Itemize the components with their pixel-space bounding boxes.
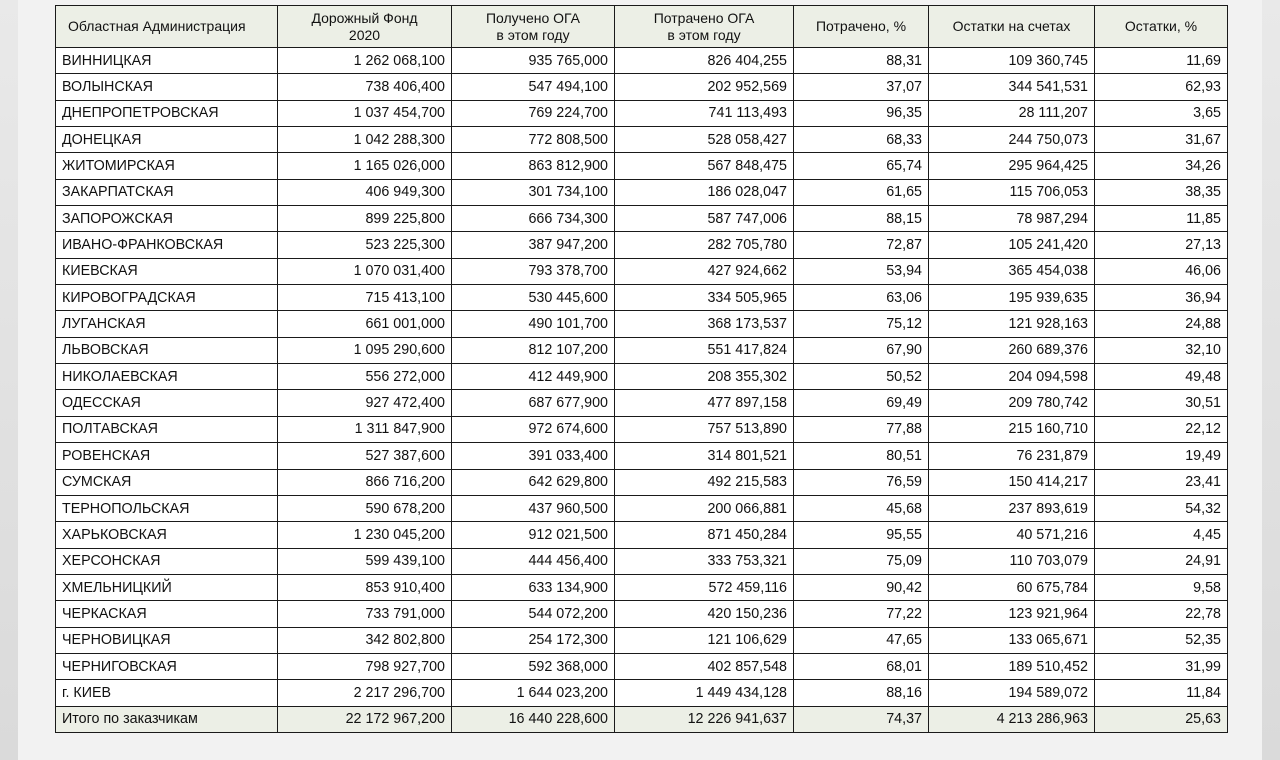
cell-balance: 215 160,710 — [929, 416, 1095, 442]
cell-balance: 150 414,217 — [929, 469, 1095, 495]
cell-region-name: ЛУГАНСКАЯ — [56, 311, 278, 337]
table-row — [56, 653, 1228, 679]
cell-road-fund: 798 927,700 — [278, 653, 452, 679]
total-region-name: Итого по заказчикам — [56, 706, 278, 732]
cell-spent: 587 747,006 — [615, 206, 794, 232]
cell-spent: 420 150,236 — [615, 601, 794, 627]
cell-balance: 260 689,376 — [929, 337, 1095, 363]
cell-balance-pct: 19,49 — [1095, 443, 1228, 469]
cell-region-name: ХМЕЛЬНИЦКИЙ — [56, 574, 278, 600]
cell-spent-pct: 88,16 — [794, 680, 929, 706]
cell-balance: 105 241,420 — [929, 232, 1095, 258]
header-row — [56, 6, 1228, 48]
cell-spent-pct: 65,74 — [794, 153, 929, 179]
cell-balance: 76 231,879 — [929, 443, 1095, 469]
cell-balance-pct: 22,78 — [1095, 601, 1228, 627]
right-edge — [1262, 0, 1280, 760]
cell-spent: 567 848,475 — [615, 153, 794, 179]
table-row — [56, 364, 1228, 390]
total-balance: 4 213 286,963 — [929, 706, 1095, 732]
total-spent-pct: 74,37 — [794, 706, 929, 732]
cell-received: 412 449,900 — [452, 364, 615, 390]
cell-balance: 78 987,294 — [929, 206, 1095, 232]
cell-road-fund: 899 225,800 — [278, 206, 452, 232]
cell-balance-pct: 27,13 — [1095, 232, 1228, 258]
cell-spent: 826 404,255 — [615, 48, 794, 74]
cell-spent: 282 705,780 — [615, 232, 794, 258]
cell-spent-pct: 90,42 — [794, 574, 929, 600]
cell-region-name: НИКОЛАЕВСКАЯ — [56, 364, 278, 390]
cell-road-fund: 1 070 031,400 — [278, 258, 452, 284]
cell-spent: 402 857,548 — [615, 653, 794, 679]
cell-balance: 123 921,964 — [929, 601, 1095, 627]
cell-balance: 204 094,598 — [929, 364, 1095, 390]
cell-road-fund: 1 042 288,300 — [278, 127, 452, 153]
cell-spent: 202 952,569 — [615, 74, 794, 100]
cell-spent-pct: 63,06 — [794, 285, 929, 311]
cell-balance-pct: 4,45 — [1095, 522, 1228, 548]
cell-spent: 314 801,521 — [615, 443, 794, 469]
cell-balance-pct: 24,88 — [1095, 311, 1228, 337]
header-received: Получено ОГА в этом году — [452, 6, 615, 48]
table-row — [56, 469, 1228, 495]
cell-spent-pct: 50,52 — [794, 364, 929, 390]
cell-region-name: ЧЕРНИГОВСКАЯ — [56, 653, 278, 679]
cell-received: 387 947,200 — [452, 232, 615, 258]
cell-balance-pct: 23,41 — [1095, 469, 1228, 495]
table-row — [56, 100, 1228, 126]
total-balance-pct: 25,63 — [1095, 706, 1228, 732]
cell-balance-pct: 31,67 — [1095, 127, 1228, 153]
cell-road-fund: 1 037 454,700 — [278, 100, 452, 126]
cell-received: 1 644 023,200 — [452, 680, 615, 706]
cell-spent: 1 449 434,128 — [615, 680, 794, 706]
cell-spent-pct: 77,88 — [794, 416, 929, 442]
cell-balance: 344 541,531 — [929, 74, 1095, 100]
cell-spent: 200 066,881 — [615, 495, 794, 521]
cell-road-fund: 853 910,400 — [278, 574, 452, 600]
cell-spent-pct: 72,87 — [794, 232, 929, 258]
cell-road-fund: 599 439,100 — [278, 548, 452, 574]
cell-spent-pct: 75,12 — [794, 311, 929, 337]
cell-balance: 121 928,163 — [929, 311, 1095, 337]
total-received: 16 440 228,600 — [452, 706, 615, 732]
cell-region-name: ЗАПОРОЖСКАЯ — [56, 206, 278, 232]
cell-region-name: ЗАКАРПАТСКАЯ — [56, 179, 278, 205]
cell-balance: 209 780,742 — [929, 390, 1095, 416]
cell-balance-pct: 3,65 — [1095, 100, 1228, 126]
table-row — [56, 416, 1228, 442]
cell-balance-pct: 34,26 — [1095, 153, 1228, 179]
table-row — [56, 258, 1228, 284]
cell-road-fund: 590 678,200 — [278, 495, 452, 521]
cell-spent: 551 417,824 — [615, 337, 794, 363]
cell-road-fund: 2 217 296,700 — [278, 680, 452, 706]
table-row — [56, 680, 1228, 706]
table-row — [56, 337, 1228, 363]
table-row — [56, 443, 1228, 469]
cell-balance-pct: 36,94 — [1095, 285, 1228, 311]
cell-received: 812 107,200 — [452, 337, 615, 363]
cell-spent-pct: 68,01 — [794, 653, 929, 679]
cell-spent: 741 113,493 — [615, 100, 794, 126]
cell-road-fund: 661 001,000 — [278, 311, 452, 337]
cell-balance: 237 893,619 — [929, 495, 1095, 521]
cell-received: 544 072,200 — [452, 601, 615, 627]
cell-spent-pct: 37,07 — [794, 74, 929, 100]
cell-road-fund: 1 230 045,200 — [278, 522, 452, 548]
header-balance: Остатки на счетах — [929, 6, 1095, 48]
cell-balance-pct: 54,32 — [1095, 495, 1228, 521]
cell-region-name: КИРОВОГРАДСКАЯ — [56, 285, 278, 311]
cell-region-name: ЧЕРКАСКАЯ — [56, 601, 278, 627]
cell-spent-pct: 45,68 — [794, 495, 929, 521]
cell-region-name: ХАРЬКОВСКАЯ — [56, 522, 278, 548]
cell-received: 772 808,500 — [452, 127, 615, 153]
cell-spent-pct: 76,59 — [794, 469, 929, 495]
cell-road-fund: 556 272,000 — [278, 364, 452, 390]
table-row — [56, 127, 1228, 153]
cell-received: 687 677,900 — [452, 390, 615, 416]
header-region: Областная Администрация — [56, 6, 278, 48]
total-spent: 12 226 941,637 — [615, 706, 794, 732]
cell-road-fund: 527 387,600 — [278, 443, 452, 469]
cell-balance-pct: 62,93 — [1095, 74, 1228, 100]
cell-balance-pct: 32,10 — [1095, 337, 1228, 363]
cell-balance-pct: 11,69 — [1095, 48, 1228, 74]
total-road-fund: 22 172 967,200 — [278, 706, 452, 732]
cell-received: 444 456,400 — [452, 548, 615, 574]
cell-balance-pct: 11,85 — [1095, 206, 1228, 232]
cell-spent: 871 450,284 — [615, 522, 794, 548]
cell-spent-pct: 47,65 — [794, 627, 929, 653]
cell-spent: 477 897,158 — [615, 390, 794, 416]
table-row — [56, 74, 1228, 100]
cell-received: 490 101,700 — [452, 311, 615, 337]
cell-region-name: КИЕВСКАЯ — [56, 258, 278, 284]
cell-spent: 334 505,965 — [615, 285, 794, 311]
cell-balance-pct: 22,12 — [1095, 416, 1228, 442]
cell-balance: 133 065,671 — [929, 627, 1095, 653]
cell-region-name: СУМСКАЯ — [56, 469, 278, 495]
cell-spent-pct: 88,15 — [794, 206, 929, 232]
cell-spent: 572 459,116 — [615, 574, 794, 600]
cell-received: 912 021,500 — [452, 522, 615, 548]
cell-received: 254 172,300 — [452, 627, 615, 653]
table-row — [56, 601, 1228, 627]
cell-balance-pct: 31,99 — [1095, 653, 1228, 679]
cell-spent: 333 753,321 — [615, 548, 794, 574]
cell-region-name: ЧЕРНОВИЦКАЯ — [56, 627, 278, 653]
cell-road-fund: 715 413,100 — [278, 285, 452, 311]
cell-region-name: ДНЕПРОПЕТРОВСКАЯ — [56, 100, 278, 126]
cell-road-fund: 738 406,400 — [278, 74, 452, 100]
cell-spent: 186 028,047 — [615, 179, 794, 205]
cell-balance: 365 454,038 — [929, 258, 1095, 284]
cell-balance-pct: 52,35 — [1095, 627, 1228, 653]
cell-balance: 60 675,784 — [929, 574, 1095, 600]
cell-spent-pct: 69,49 — [794, 390, 929, 416]
cell-received: 547 494,100 — [452, 74, 615, 100]
cell-spent-pct: 77,22 — [794, 601, 929, 627]
cell-balance: 189 510,452 — [929, 653, 1095, 679]
table-row — [56, 311, 1228, 337]
cell-region-name: ОДЕССКАЯ — [56, 390, 278, 416]
table-row — [56, 285, 1228, 311]
cell-spent: 492 215,583 — [615, 469, 794, 495]
cell-region-name: ТЕРНОПОЛЬСКАЯ — [56, 495, 278, 521]
cell-road-fund: 733 791,000 — [278, 601, 452, 627]
table-row — [56, 179, 1228, 205]
cell-balance: 110 703,079 — [929, 548, 1095, 574]
cell-balance: 295 964,425 — [929, 153, 1095, 179]
cell-region-name: ПОЛТАВСКАЯ — [56, 416, 278, 442]
cell-received: 769 224,700 — [452, 100, 615, 126]
cell-balance-pct: 11,84 — [1095, 680, 1228, 706]
cell-road-fund: 1 095 290,600 — [278, 337, 452, 363]
table-row — [56, 390, 1228, 416]
cell-spent: 208 355,302 — [615, 364, 794, 390]
table-row — [56, 206, 1228, 232]
cell-spent-pct: 80,51 — [794, 443, 929, 469]
cell-spent: 528 058,427 — [615, 127, 794, 153]
cell-received: 530 445,600 — [452, 285, 615, 311]
cell-received: 863 812,900 — [452, 153, 615, 179]
table-row — [56, 574, 1228, 600]
left-edge — [0, 0, 18, 760]
cell-spent-pct: 53,94 — [794, 258, 929, 284]
cell-received: 642 629,800 — [452, 469, 615, 495]
cell-region-name: РОВЕНСКАЯ — [56, 443, 278, 469]
cell-spent: 427 924,662 — [615, 258, 794, 284]
cell-received: 437 960,500 — [452, 495, 615, 521]
road-fund-table — [55, 5, 1228, 733]
header-road-fund: Дорожный Фонд 2020 — [278, 6, 452, 48]
cell-region-name: ЛЬВОВСКАЯ — [56, 337, 278, 363]
header-spent-pct: Потрачено, % — [794, 6, 929, 48]
table-row — [56, 48, 1228, 74]
cell-received: 301 734,100 — [452, 179, 615, 205]
cell-road-fund: 927 472,400 — [278, 390, 452, 416]
cell-received: 592 368,000 — [452, 653, 615, 679]
cell-road-fund: 342 802,800 — [278, 627, 452, 653]
cell-balance: 40 571,216 — [929, 522, 1095, 548]
cell-balance: 244 750,073 — [929, 127, 1095, 153]
cell-road-fund: 1 262 068,100 — [278, 48, 452, 74]
cell-received: 633 134,900 — [452, 574, 615, 600]
cell-spent-pct: 88,31 — [794, 48, 929, 74]
header-balance-pct: Остатки, % — [1095, 6, 1228, 48]
cell-balance: 109 360,745 — [929, 48, 1095, 74]
cell-spent-pct: 68,33 — [794, 127, 929, 153]
table-body — [56, 48, 1228, 733]
cell-region-name: ВИННИЦКАЯ — [56, 48, 278, 74]
table-row — [56, 153, 1228, 179]
cell-balance: 195 939,635 — [929, 285, 1095, 311]
cell-spent-pct: 67,90 — [794, 337, 929, 363]
cell-spent-pct: 61,65 — [794, 179, 929, 205]
cell-spent: 121 106,629 — [615, 627, 794, 653]
cell-balance-pct: 9,58 — [1095, 574, 1228, 600]
cell-balance-pct: 46,06 — [1095, 258, 1228, 284]
cell-received: 666 734,300 — [452, 206, 615, 232]
cell-spent: 757 513,890 — [615, 416, 794, 442]
table-row — [56, 627, 1228, 653]
cell-region-name: ВОЛЫНСКАЯ — [56, 74, 278, 100]
cell-balance-pct: 24,91 — [1095, 548, 1228, 574]
cell-spent: 368 173,537 — [615, 311, 794, 337]
cell-road-fund: 866 716,200 — [278, 469, 452, 495]
cell-received: 935 765,000 — [452, 48, 615, 74]
cell-spent-pct: 75,09 — [794, 548, 929, 574]
table-row — [56, 548, 1228, 574]
cell-balance: 115 706,053 — [929, 179, 1095, 205]
cell-received: 972 674,600 — [452, 416, 615, 442]
cell-received: 391 033,400 — [452, 443, 615, 469]
cell-spent-pct: 96,35 — [794, 100, 929, 126]
cell-road-fund: 1 165 026,000 — [278, 153, 452, 179]
cell-region-name: г. КИЕВ — [56, 680, 278, 706]
cell-balance: 28 111,207 — [929, 100, 1095, 126]
cell-balance-pct: 30,51 — [1095, 390, 1228, 416]
cell-received: 793 378,700 — [452, 258, 615, 284]
table-row — [56, 232, 1228, 258]
header-spent: Потрачено ОГА в этом году — [615, 6, 794, 48]
cell-balance: 194 589,072 — [929, 680, 1095, 706]
cell-region-name: ИВАНО-ФРАНКОВСКАЯ — [56, 232, 278, 258]
cell-region-name: ДОНЕЦКАЯ — [56, 127, 278, 153]
cell-balance-pct: 38,35 — [1095, 179, 1228, 205]
total-row — [56, 706, 1228, 732]
table-row — [56, 495, 1228, 521]
cell-road-fund: 1 311 847,900 — [278, 416, 452, 442]
cell-road-fund: 523 225,300 — [278, 232, 452, 258]
cell-road-fund: 406 949,300 — [278, 179, 452, 205]
cell-balance-pct: 49,48 — [1095, 364, 1228, 390]
table-row — [56, 522, 1228, 548]
cell-region-name: ХЕРСОНСКАЯ — [56, 548, 278, 574]
cell-spent-pct: 95,55 — [794, 522, 929, 548]
cell-region-name: ЖИТОМИРСКАЯ — [56, 153, 278, 179]
